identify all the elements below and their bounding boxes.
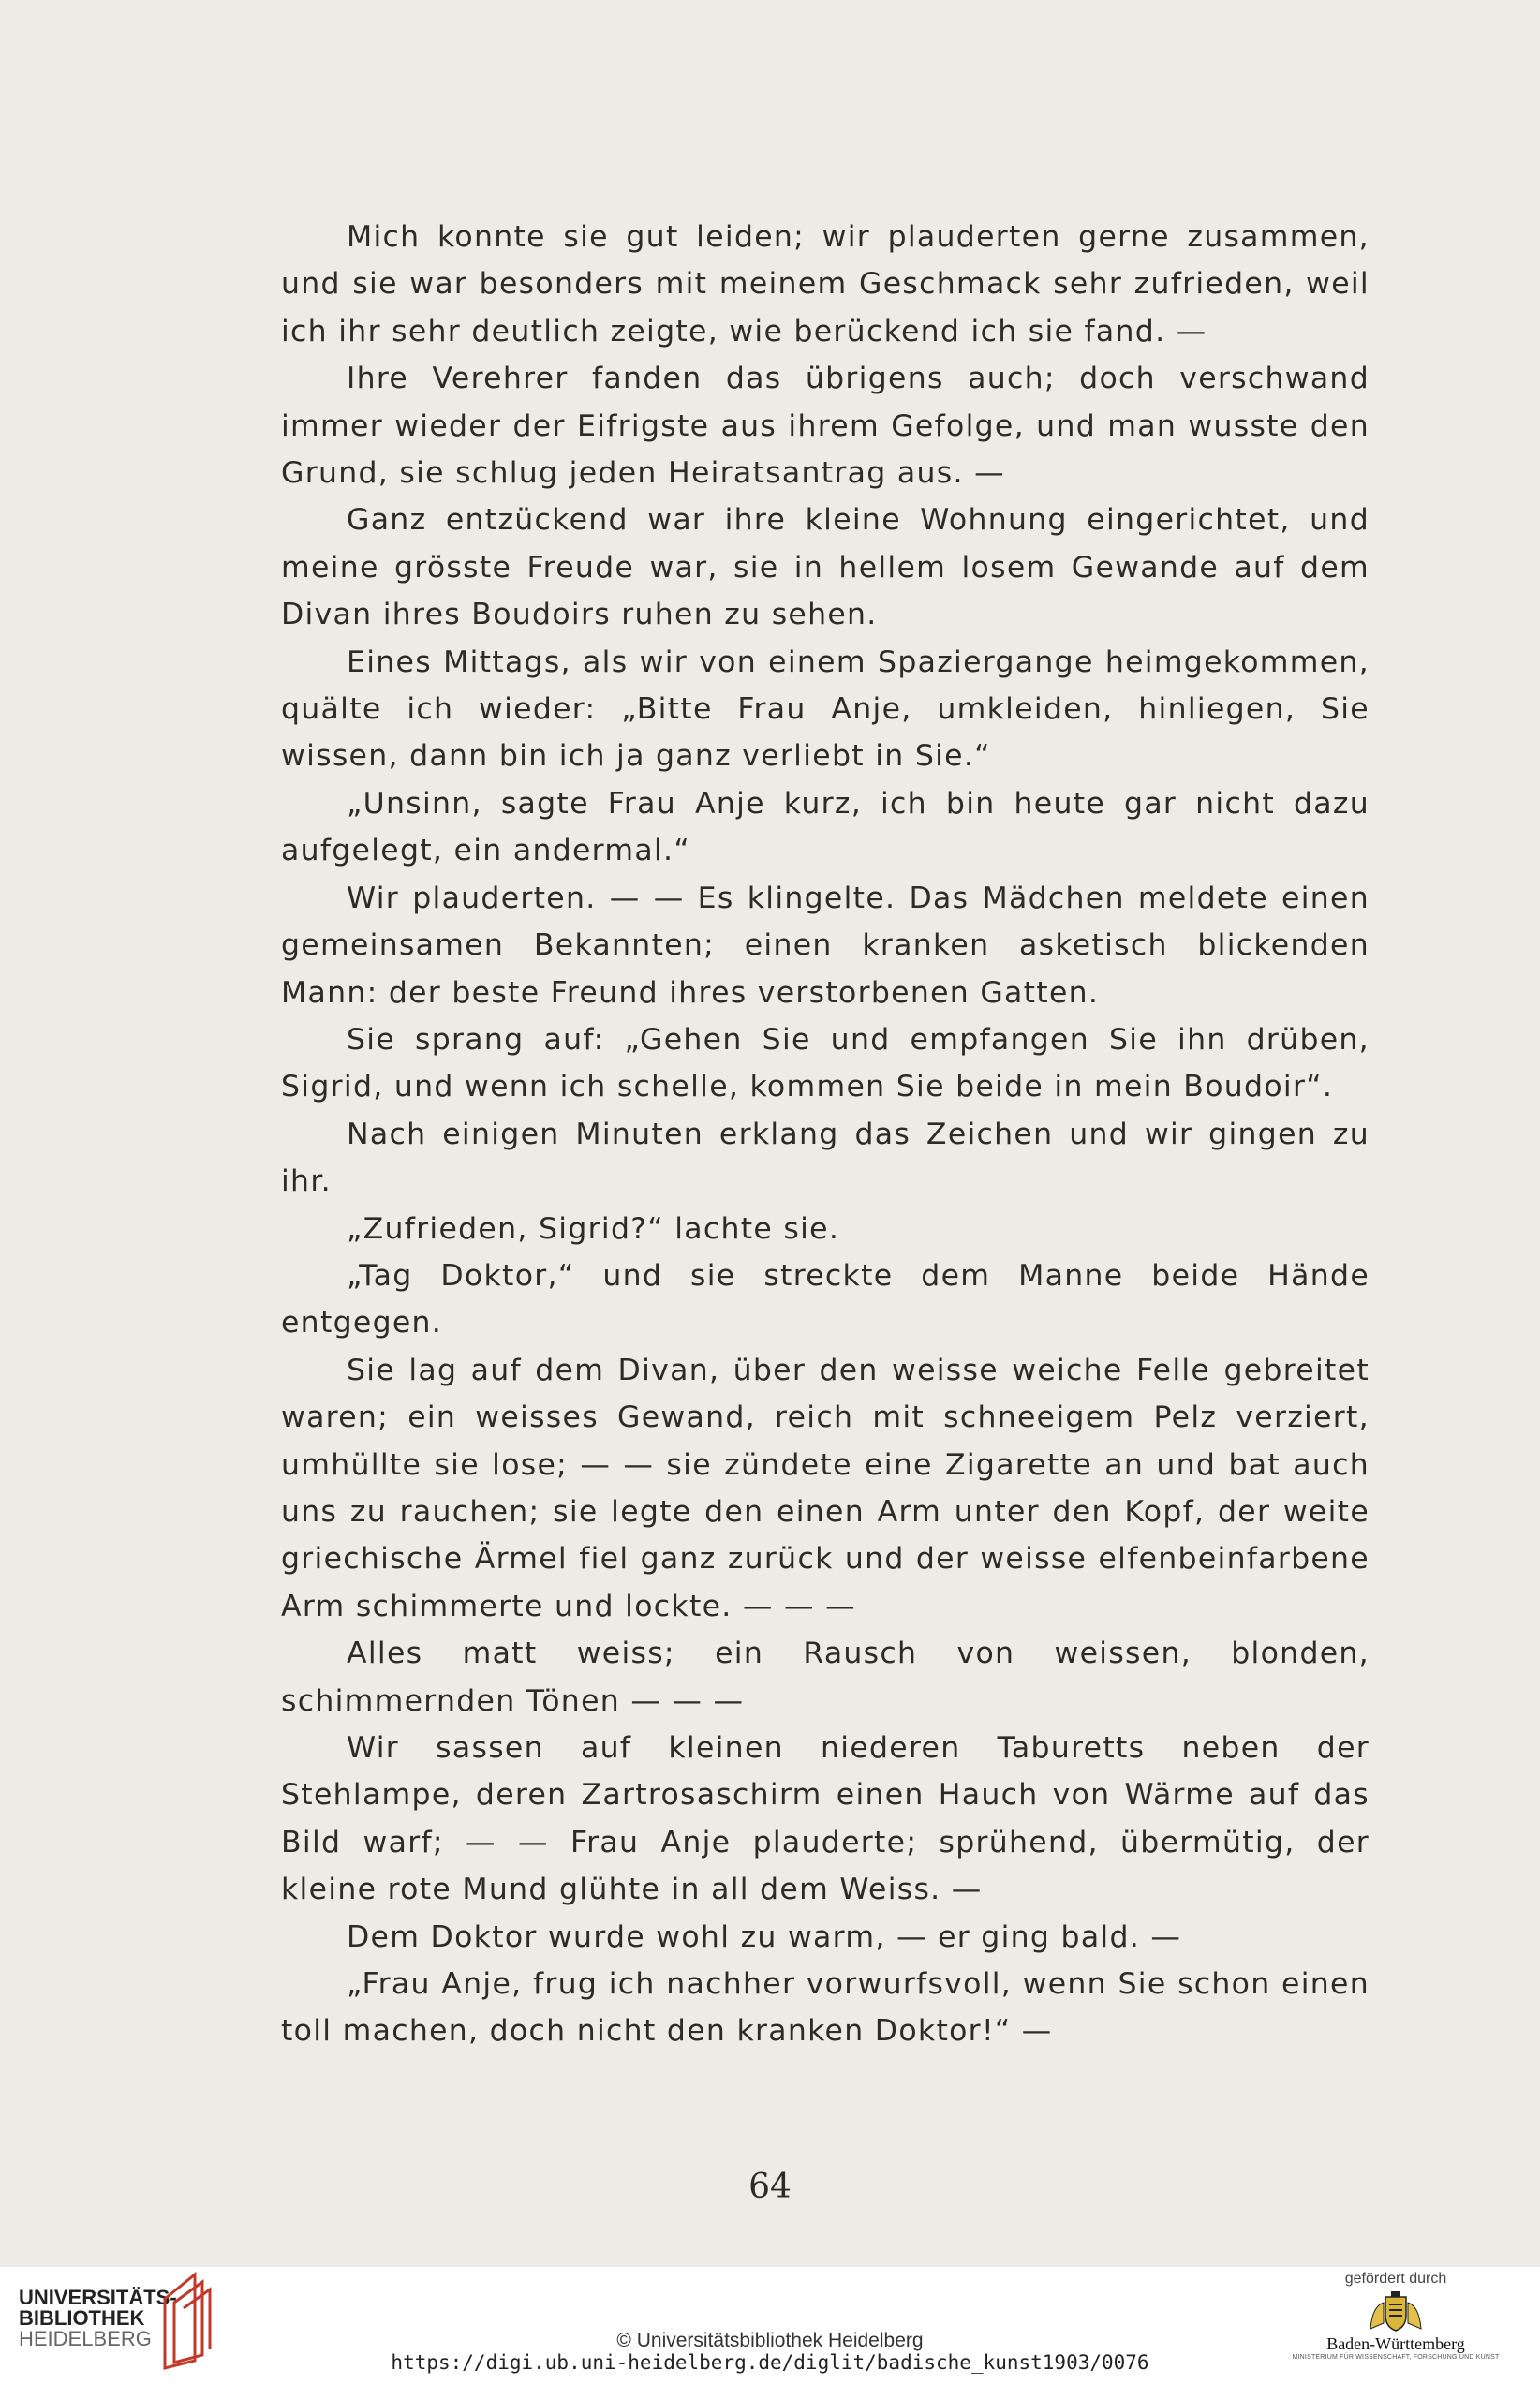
page-number: 64 (748, 2168, 792, 2206)
funder-ministry: MINISTERIUM FÜR WISSENSCHAFT, FORSCHUNG UND KUNST (1292, 2354, 1500, 2361)
paragraph: Eines Mittags, als wir von einem Spaziergange heimgekommen, quälte ich wieder: „Bitte Frau Anje, umkleiden, hinliegen, Sie wissen, dann bin ich ja ganz verliebt in Sie.“ (281, 644, 1370, 774)
paragraph: Mich konnte sie gut leiden; wir plauderten gerne zusammen, und sie war besonders mit meinem Geschmack sehr zufrieden, weil ich ihr sehr deutlich zeigte, wie berückend ich sie fand. — (281, 220, 1370, 348)
funder-name: Baden-Württemberg (1326, 2334, 1465, 2353)
paragraph: „Tag Doktor,“ und sie streckte dem Manne beide Hände entgegen. (281, 1258, 1370, 1341)
paragraph: Sie lag auf dem Divan, über den weisse weiche Felle gebreitet waren; ein weisses Gewand, reich mit schneeigem Pelz verziert, umhüllte sie lose; — — sie zündete eine Zigarette an und bat auch uns zu rauchen; sie legte den einen Arm unter den Kopf, der weite griechische Ärmel fiel ganz zurück und der weisse elfenbeinfarbene Arm schimmerte und lockte. — — — (281, 1353, 1370, 1623)
paragraph: Alles matt weiss; ein Rausch von weissen, blonden, schimmernden Tönen — — — (281, 1637, 1370, 1718)
paragraph: Ihre Verehrer fanden das übrigens auch; doch verschwand immer wieder der Eifrigste aus ihrem Gefolge, und man wusste den Grund, sie schlug jeden Heiratsantrag aus. — (281, 362, 1370, 491)
funder-logo[interactable] (1274, 2271, 1518, 2361)
funded-by-label: gefördert durch (1344, 2271, 1447, 2287)
paragraph: Dem Doktor wurde wohl zu warm, — er ging bald. — (347, 1919, 1182, 1954)
paragraph: Wir sassen auf kleinen niederen Taburetts neben der Stehlampe, deren Zartrosaschirm einen Hauch von Wärme auf das Bild warf; — — Frau Anje plauderte; sprühend, übermütig, der kleine rote Mund glühte in all dem Weiss. — (281, 1731, 1370, 1907)
permalink[interactable]: https://digi.ub.uni-heidelberg.de/diglit/badische_kunst1903/0076 (391, 2351, 1149, 2374)
body-text (281, 214, 1370, 2055)
paragraph: Sie sprang auf: „Gehen Sie und empfangen Sie ihn drüben, Sigrid, und wenn ich schelle, kommen Sie beide in mein Boudoir“. (281, 1022, 1370, 1104)
paragraph: Ganz entzückend war ihre kleine Wohnung eingerichtet, und meine grösste Freude war, sie in hellem losem Gewande auf dem Divan ihres Boudoirs ruhen zu sehen. (281, 503, 1370, 632)
paragraph: „Frau Anje, frug ich nachher vorwurfsvoll, wenn Sie schon einen toll machen, doch nicht den kranken Doktor!“ — (281, 1967, 1370, 2049)
paragraph: Wir plauderten. — — Es klingelte. Das Mädchen meldete einen gemeinsamen Bekannten; einen kranken asketisch blickenden Mann: der beste Freund ihres verstorbenen Gatten. (281, 881, 1370, 1010)
paragraph: „Zufrieden, Sigrid?“ lachte sie. (347, 1211, 840, 1246)
library-name-line1: UNIVERSITÄTS- (19, 2286, 177, 2309)
paragraph: Nach einigen Minuten erklang das Zeichen und wir gingen zu ihr. (281, 1117, 1370, 1199)
paragraph: „Unsinn, sagte Frau Anje kurz, ich bin heute gar nicht dazu aufgelegt, ein andermal.“ (281, 786, 1370, 868)
library-name-line2: BIBLIOTHEK (19, 2306, 145, 2330)
copyright-notice: © Universitätsbibliothek Heidelberg (616, 2330, 924, 2351)
library-name-line3: HEIDELBERG (19, 2327, 152, 2350)
state-crest-icon (1363, 2291, 1429, 2333)
